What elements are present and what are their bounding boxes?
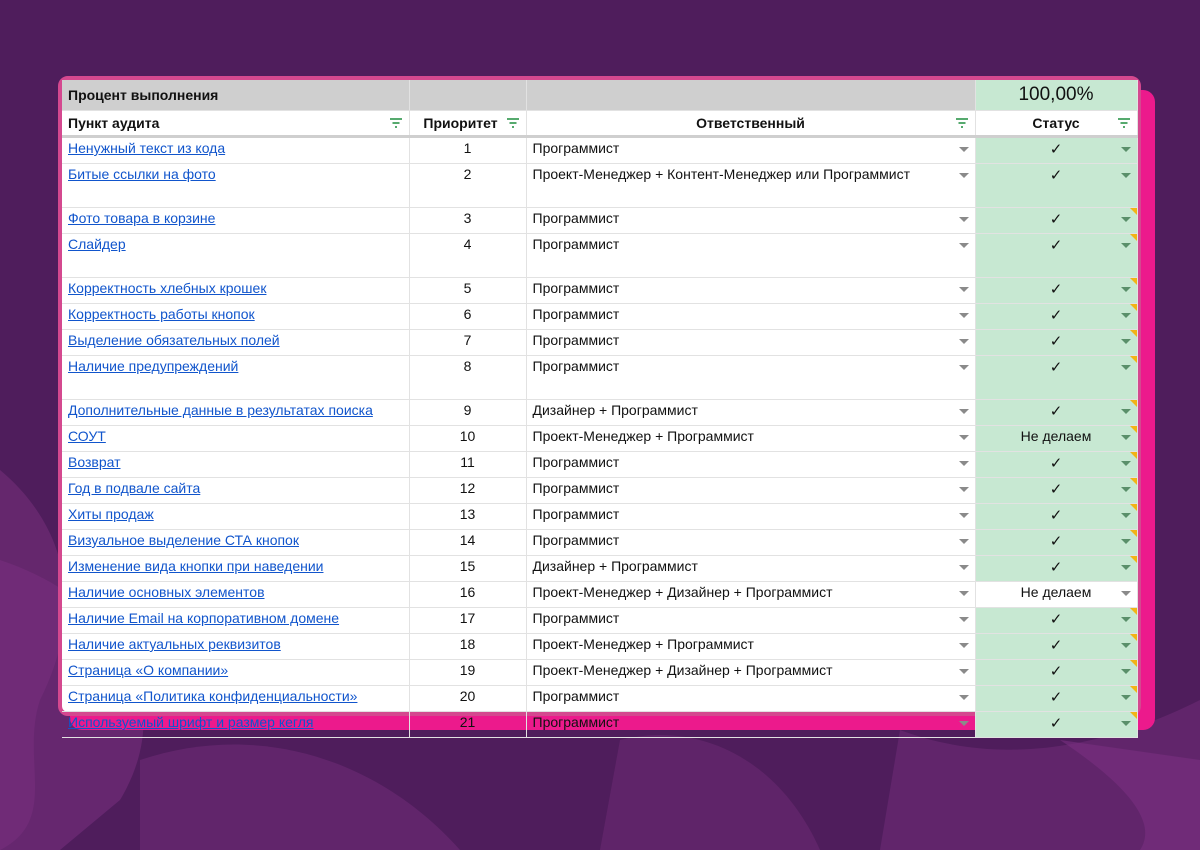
status-value: ✓ [1049,333,1063,350]
dropdown-arrow-icon[interactable] [959,513,969,518]
audit-item-cell[interactable] [62,556,409,582]
table-row [62,330,1137,356]
audit-item-cell[interactable] [62,234,409,278]
dropdown-arrow-icon[interactable] [959,365,969,370]
audit-table [62,80,1138,738]
table-row [62,400,1137,426]
dropdown-arrow-icon[interactable] [1121,591,1131,596]
status-value: ✓ [1049,359,1063,376]
dropdown-arrow-icon[interactable] [959,617,969,622]
responsible-value: Программист [532,306,620,322]
priority-cell[interactable]: 12 [409,478,526,504]
note-marker-icon [1130,478,1137,485]
status-value: ✓ [1049,507,1063,524]
status-value: ✓ [1049,663,1063,680]
responsible-value: Программист [532,532,620,548]
priority-cell[interactable]: 14 [409,530,526,556]
note-marker-icon [1130,234,1137,241]
table-row [62,582,1137,608]
dropdown-arrow-icon[interactable] [1121,339,1131,344]
header-responsible[interactable]: Ответственный [526,111,975,137]
priority-cell[interactable]: 16 [409,582,526,608]
table-row [62,530,1137,556]
audit-item-cell[interactable] [62,400,409,426]
note-marker-icon [1130,278,1137,285]
audit-item-link[interactable]: СОУТ [68,428,106,444]
table-row [62,356,1137,400]
status-value: ✓ [1049,689,1063,706]
responsible-cell[interactable] [526,208,975,234]
audit-item-cell[interactable] [62,137,409,164]
status-cell[interactable] [975,556,1137,582]
dropdown-arrow-icon[interactable] [1121,513,1131,518]
filter-icon[interactable] [1117,117,1131,129]
audit-item-cell[interactable] [62,660,409,686]
audit-item-cell[interactable] [62,608,409,634]
dropdown-arrow-icon[interactable] [1121,643,1131,648]
table-row [62,660,1137,686]
dropdown-arrow-icon[interactable] [1121,565,1131,570]
audit-item-cell[interactable] [62,278,409,304]
dropdown-arrow-icon[interactable] [1121,287,1131,292]
header-row [62,111,1137,137]
table-row [62,504,1137,530]
responsible-value: Проект-Менеджер + Дизайнер + Программист [532,584,833,600]
responsible-value: Программист [532,454,620,470]
status-cell[interactable] [975,582,1137,608]
status-cell[interactable] [975,304,1137,330]
table-row [62,634,1137,660]
audit-item-link[interactable]: Страница «Политика конфиденциальности» [68,688,358,704]
note-marker-icon [1130,712,1137,719]
status-value: ✓ [1049,559,1063,576]
dropdown-arrow-icon[interactable] [959,565,969,570]
table-body [62,137,1137,738]
dropdown-arrow-icon[interactable] [959,409,969,414]
header-priority[interactable]: Приоритет [409,111,526,137]
audit-item-link[interactable]: Возврат [68,454,121,470]
table-row [62,426,1137,452]
priority-cell[interactable]: 15 [409,556,526,582]
status-cell[interactable] [975,712,1137,738]
responsible-cell[interactable] [526,686,975,712]
responsible-cell[interactable] [526,712,975,738]
dropdown-arrow-icon[interactable] [1121,669,1131,674]
audit-item-link[interactable]: Страница «О компании» [68,662,229,678]
status-cell[interactable] [975,356,1137,400]
audit-item-link[interactable]: Используемый шрифт и размер кегля [68,714,314,730]
status-value: ✓ [1049,611,1063,628]
dropdown-arrow-icon[interactable] [959,487,969,492]
dropdown-arrow-icon[interactable] [1121,617,1131,622]
table-row [62,234,1137,278]
header-status[interactable]: Статус [975,111,1137,137]
dropdown-arrow-icon[interactable] [959,339,969,344]
status-value: ✓ [1049,455,1063,472]
audit-item-link[interactable]: Визуальное выделение СТА кнопок [68,532,299,548]
responsible-cell[interactable] [526,608,975,634]
dropdown-arrow-icon[interactable] [959,435,969,440]
responsible-value: Программист [532,210,620,226]
table-row [62,608,1137,634]
responsible-cell[interactable] [526,504,975,530]
responsible-cell[interactable] [526,330,975,356]
dropdown-arrow-icon[interactable] [959,591,969,596]
dropdown-arrow-icon[interactable] [959,243,969,248]
audit-item-link[interactable]: Наличие актуальных реквизитов [68,636,281,652]
audit-item-cell[interactable] [62,530,409,556]
completion-value[interactable]: 100,00% [975,80,1137,111]
status-value: ✓ [1049,715,1063,732]
audit-item-cell[interactable] [62,304,409,330]
table-row [62,556,1137,582]
responsible-cell[interactable] [526,400,975,426]
priority-cell[interactable]: 5 [409,278,526,304]
filter-icon[interactable] [506,117,520,129]
dropdown-arrow-icon[interactable] [959,217,969,222]
audit-item-cell[interactable] [62,582,409,608]
status-cell[interactable] [975,426,1137,452]
audit-item-link[interactable]: Наличие Email на корпоративном домене [68,610,340,626]
audit-item-cell[interactable] [62,426,409,452]
status-cell[interactable] [975,530,1137,556]
responsible-cell[interactable] [526,556,975,582]
priority-cell[interactable]: 21 [409,712,526,738]
status-value: ✓ [1049,481,1063,498]
priority-cell[interactable]: 19 [409,660,526,686]
status-value: ✓ [1049,533,1063,550]
responsible-value: Программист [532,610,620,626]
audit-item-link[interactable]: Битые ссылки на фото [68,166,216,182]
responsible-cell[interactable] [526,660,975,686]
table-row [62,208,1137,234]
responsible-cell[interactable] [526,137,975,164]
responsible-cell[interactable] [526,304,975,330]
responsible-value: Программист [532,236,620,252]
status-cell[interactable] [975,478,1137,504]
audit-item-cell[interactable] [62,164,409,208]
dropdown-arrow-icon[interactable] [959,643,969,648]
priority-cell[interactable]: 8 [409,356,526,400]
priority-cell[interactable]: 4 [409,234,526,278]
audit-item-cell[interactable] [62,478,409,504]
priority-cell[interactable]: 18 [409,634,526,660]
status-value: ✓ [1049,167,1063,184]
note-marker-icon [1130,608,1137,615]
status-cell[interactable] [975,660,1137,686]
responsible-cell[interactable] [526,582,975,608]
priority-cell[interactable]: 20 [409,686,526,712]
responsible-value: Программист [532,140,620,156]
dropdown-arrow-icon[interactable] [1121,435,1131,440]
dropdown-arrow-icon[interactable] [1121,539,1131,544]
status-cell[interactable] [975,608,1137,634]
audit-item-cell[interactable] [62,634,409,660]
dropdown-arrow-icon[interactable] [1121,409,1131,414]
note-marker-icon [1130,530,1137,537]
status-cell[interactable] [975,400,1137,426]
header-item[interactable]: Пункт аудита [62,111,409,137]
audit-item-link[interactable]: Наличие предупреждений [68,358,239,374]
dropdown-arrow-icon[interactable] [1121,721,1131,726]
table-row [62,304,1137,330]
responsible-value: Программист [532,332,620,348]
dropdown-arrow-icon[interactable] [1121,461,1131,466]
priority-cell[interactable]: 10 [409,426,526,452]
audit-item-link[interactable]: Дополнительные данные в результатах поиска [68,402,373,418]
responsible-cell[interactable] [526,530,975,556]
audit-item-cell[interactable] [62,686,409,712]
responsible-value: Дизайнер + Программист [532,558,698,574]
responsible-cell[interactable] [526,426,975,452]
audit-item-link[interactable]: Слайдер [68,236,126,252]
spreadsheet [58,76,1141,732]
audit-item-link[interactable]: Выделение обязательных полей [68,332,280,348]
dropdown-arrow-icon[interactable] [959,147,969,152]
status-value: Не делаем [1020,584,1092,600]
status-value: ✓ [1049,141,1063,158]
priority-cell[interactable]: 2 [409,164,526,208]
responsible-value: Проект-Менеджер + Контент-Менеджер или Программист [532,166,910,182]
note-marker-icon [1130,504,1137,511]
dropdown-arrow-icon[interactable] [1121,487,1131,492]
note-marker-icon [1130,400,1137,407]
dropdown-arrow-icon[interactable] [959,695,969,700]
priority-cell[interactable]: 17 [409,608,526,634]
dropdown-arrow-icon[interactable] [1121,365,1131,370]
note-marker-icon [1130,208,1137,215]
priority-cell[interactable]: 7 [409,330,526,356]
priority-cell[interactable]: 3 [409,208,526,234]
responsible-value: Программист [532,506,620,522]
audit-item-cell[interactable] [62,208,409,234]
note-marker-icon [1130,304,1137,311]
responsible-cell[interactable] [526,164,975,208]
priority-cell[interactable]: 9 [409,400,526,426]
status-cell[interactable] [975,278,1137,304]
audit-item-link[interactable]: Изменение вида кнопки при наведении [68,558,324,574]
status-cell[interactable] [975,164,1137,208]
responsible-value: Программист [532,480,620,496]
audit-item-cell[interactable] [62,504,409,530]
responsible-cell[interactable] [526,634,975,660]
table-row [62,164,1137,208]
dropdown-arrow-icon[interactable] [1121,147,1131,152]
responsible-value: Проект-Менеджер + Дизайнер + Программист [532,662,833,678]
status-cell[interactable] [975,686,1137,712]
dropdown-arrow-icon[interactable] [959,539,969,544]
dropdown-arrow-icon[interactable] [1121,313,1131,318]
dropdown-arrow-icon[interactable] [959,173,969,178]
responsible-value: Дизайнер + Программист [532,402,698,418]
audit-item-link[interactable]: Фото товара в корзине [68,210,216,226]
note-marker-icon [1130,660,1137,667]
dropdown-arrow-icon[interactable] [959,287,969,292]
audit-item-cell[interactable] [62,330,409,356]
status-cell[interactable] [975,137,1137,164]
responsible-cell[interactable] [526,356,975,400]
note-marker-icon [1130,452,1137,459]
filter-icon[interactable] [389,117,403,129]
status-cell[interactable] [975,234,1137,278]
status-cell[interactable] [975,330,1137,356]
note-marker-icon [1130,634,1137,641]
audit-item-cell[interactable] [62,452,409,478]
responsible-cell[interactable] [526,234,975,278]
table-row [62,712,1137,738]
audit-item-link[interactable]: Год в подвале сайта [68,480,201,496]
table-row [62,478,1137,504]
status-value: ✓ [1049,211,1063,228]
audit-item-link[interactable]: Корректность работы кнопок [68,306,255,322]
table-row [62,452,1137,478]
note-marker-icon [1130,686,1137,693]
audit-item-link[interactable]: Ненужный текст из кода [68,140,226,156]
filter-icon[interactable] [955,117,969,129]
table-row [62,686,1137,712]
status-value: ✓ [1049,307,1063,324]
responsible-value: Программист [532,358,620,374]
status-value: ✓ [1049,237,1063,254]
table-row [62,278,1137,304]
priority-cell[interactable]: 11 [409,452,526,478]
responsible-value: Программист [532,280,620,296]
completion-label[interactable]: Процент выполнения [62,80,409,111]
audit-item-link[interactable]: Хиты продаж [68,506,154,522]
dropdown-arrow-icon[interactable] [959,721,969,726]
audit-item-link[interactable]: Корректность хлебных крошек [68,280,267,296]
dropdown-arrow-icon[interactable] [959,461,969,466]
responsible-value: Проект-Менеджер + Программист [532,428,754,444]
status-cell[interactable] [975,634,1137,660]
responsible-value: Проект-Менеджер + Программист [532,636,754,652]
completion-row [62,80,1137,111]
responsible-value: Программист [532,688,620,704]
dropdown-arrow-icon[interactable] [959,669,969,674]
priority-cell[interactable]: 6 [409,304,526,330]
audit-item-link[interactable]: Наличие основных элементов [68,584,265,600]
dropdown-arrow-icon[interactable] [1121,695,1131,700]
status-value: Не делаем [1020,428,1092,444]
table-row [62,137,1137,164]
status-cell[interactable] [975,208,1137,234]
status-value: ✓ [1049,403,1063,420]
note-marker-icon [1130,426,1137,433]
audit-item-cell[interactable] [62,712,409,738]
note-marker-icon [1130,356,1137,363]
responsible-value: Программист [532,714,620,730]
dropdown-arrow-icon[interactable] [1121,173,1131,178]
responsible-cell[interactable] [526,452,975,478]
note-marker-icon [1130,556,1137,563]
audit-item-cell[interactable] [62,356,409,400]
dropdown-arrow-icon[interactable] [1121,217,1131,222]
status-cell[interactable] [975,504,1137,530]
dropdown-arrow-icon[interactable] [1121,243,1131,248]
priority-cell[interactable]: 1 [409,137,526,164]
note-marker-icon [1130,330,1137,337]
status-cell[interactable] [975,452,1137,478]
dropdown-arrow-icon[interactable] [959,313,969,318]
priority-cell[interactable]: 13 [409,504,526,530]
responsible-cell[interactable] [526,278,975,304]
responsible-cell[interactable] [526,478,975,504]
status-value: ✓ [1049,281,1063,298]
status-value: ✓ [1049,637,1063,654]
